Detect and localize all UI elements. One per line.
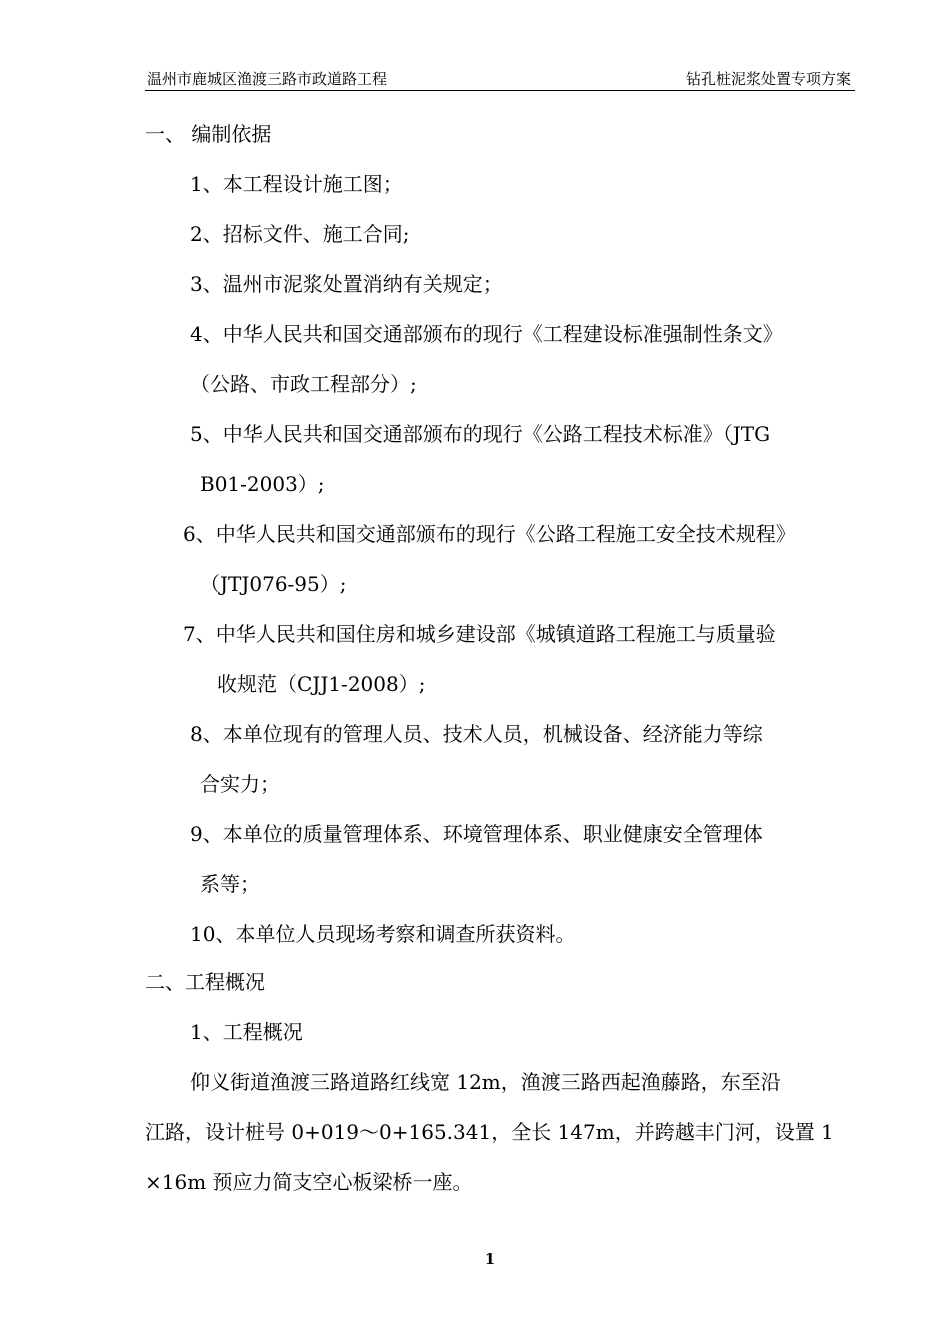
basis-item-5-cont: B01-2003）; [200,472,325,496]
page-number: 1 [484,1250,496,1268]
section-title-overview: 二、工程概况 [145,970,265,994]
basis-item-2: 2、招标文件、施工合同; [190,222,410,246]
basis-item-9-cont: 系等； [200,872,260,896]
basis-item-3: 3、温州市泥浆处置消纳有关规定； [190,272,503,296]
header-document-title: 钻孔桩泥浆处置专项方案 [685,70,851,88]
basis-item-4: 4、中华人民共和国交通部颁布的现行《工程建设标准强制性条文》 [190,322,783,346]
basis-item-8: 8、本单位现有的管理人员、技术人员，机械设备、经济能力等综 [190,722,763,746]
overview-paragraph-line-1: 仰义街道渔渡三路道路红线宽 12m，渔渡三路西起渔藤路，东至沿 [190,1070,781,1094]
header-project-name: 温州市鹿城区渔渡三路市政道路工程 [147,70,388,88]
overview-paragraph-line-2: 江路，设计桩号 0+019～0+165.341，全长 147m，并跨越丰门河，设置 1 [145,1120,834,1144]
basis-item-5: 5、中华人民共和国交通部颁布的现行《公路工程技术标准》（JTG [190,422,771,446]
basis-item-8-cont: 合实力； [200,772,280,796]
page-header [145,66,855,91]
overview-paragraph-line-3: ×16m 预应力简支空心板梁桥一座。 [145,1170,473,1194]
basis-item-4-cont: （公路、市政工程部分）; [190,372,417,396]
basis-item-6: 6、中华人民共和国交通部颁布的现行《公路工程施工安全技术规程》 [183,522,796,546]
basis-item-6-cont: （JTJ076-95）; [200,572,347,596]
basis-item-9: 9、本单位的质量管理体系、环境管理体系、职业健康安全管理体 [190,822,763,846]
basis-item-1: 1、本工程设计施工图； [190,172,403,196]
overview-subtitle: 1、工程概况 [190,1020,303,1044]
section-title-basis: 一、 编制依据 [145,122,272,146]
basis-item-10: 10、本单位人员现场考察和调查所获资料。 [190,922,576,946]
basis-item-7: 7、中华人民共和国住房和城乡建设部《城镇道路工程施工与质量验 [183,622,776,646]
basis-item-7-cont: 收规范（CJJ1-2008）; [217,672,426,696]
